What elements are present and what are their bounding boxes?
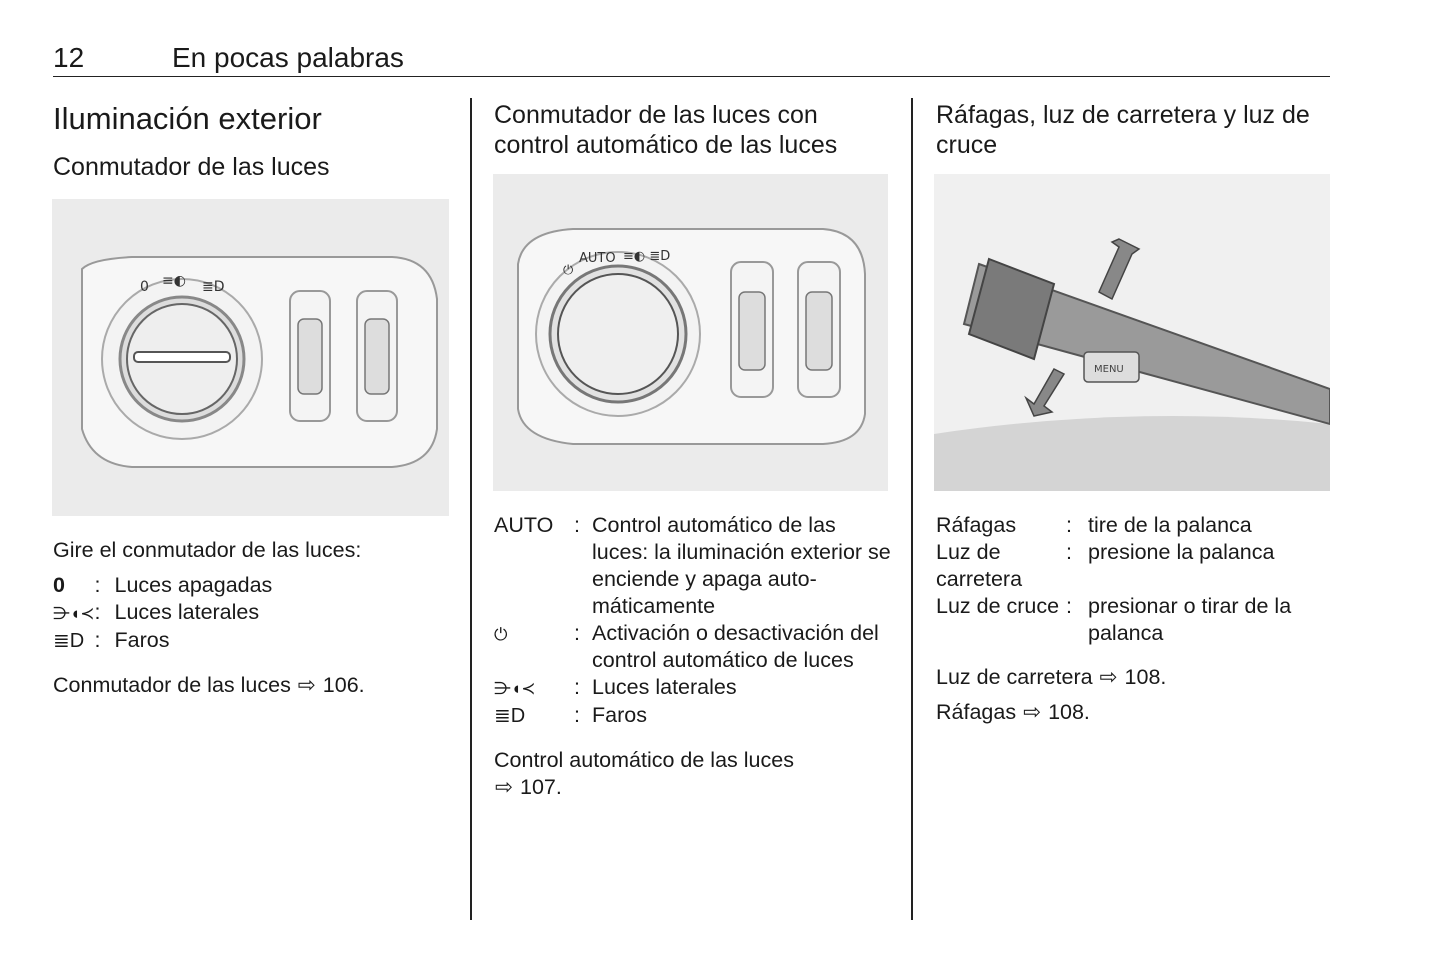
column-2	[494, 100, 894, 160]
item-desc: Control automático de las luces: la iluminación exterior se enciende y apaga automáticamente	[592, 513, 891, 618]
cross-reference[interactable]: Luz de carretera ⇨ 108.	[936, 665, 1167, 689]
stalk-function-list	[936, 512, 1328, 647]
item-term: Ráfagas	[936, 513, 1017, 537]
power-icon: ⏻	[494, 625, 508, 644]
list-item: ≣D : Faros	[494, 702, 892, 730]
list-item: 0 : Luces apagadas	[53, 573, 273, 597]
cross-reference[interactable]: Control automático de las luces ⇨ 107.	[494, 748, 794, 799]
list-item: ⋺◖≺ : Luces laterales	[494, 674, 892, 702]
section-title: En pocas palabras	[172, 42, 404, 73]
auto-light-title: Conmutador de las luces con control automático de las luces	[494, 101, 838, 159]
headlights-icon: ≣D	[494, 705, 526, 727]
headlights-icon: ≣D	[53, 630, 85, 652]
column-1	[53, 100, 453, 182]
intro-text: Gire el conmutador de las luces:	[53, 538, 362, 562]
light-position-list	[53, 572, 272, 655]
reference-arrow-icon: ⇨	[1099, 665, 1118, 689]
col2-body	[494, 512, 894, 801]
reference-arrow-icon: ⇨	[297, 673, 316, 697]
item-desc: presionar o tirar de la palanca	[1088, 594, 1292, 645]
item-desc: tire de la palanca	[1088, 513, 1252, 537]
list-item: Luz de carretera : presione la palanca	[936, 539, 1328, 593]
item-desc: Faros	[592, 703, 647, 727]
svg-text:MENU: MENU	[1094, 364, 1124, 375]
page-header	[53, 40, 1330, 77]
reference-arrow-icon: ⇨	[1023, 700, 1042, 724]
list-item: Luz de cruce : presionar o tirar de la palanca	[936, 593, 1328, 647]
stalk-title: Ráfagas, luz de carretera y luz de cruce	[936, 101, 1310, 159]
svg-text:0: 0	[140, 279, 149, 295]
side-lights-icon: ⋺◖≺	[494, 679, 536, 698]
light-switch-figure	[52, 199, 449, 516]
item-desc: Luces laterales	[592, 675, 737, 699]
svg-text:⏻: ⏻	[563, 263, 574, 278]
item-term: Luz de carretera	[936, 540, 1023, 591]
list-item: Ráfagas : tire de la palanca	[936, 512, 1328, 539]
svg-text:AUTO: AUTO	[579, 251, 616, 266]
side-lights-icon: ⋺◖≺	[53, 604, 95, 623]
off-symbol: 0	[53, 573, 65, 597]
auto-term: AUTO	[494, 513, 554, 537]
svg-text:≣D: ≣D	[202, 279, 225, 295]
column-divider-2	[911, 98, 913, 920]
item-desc: Faros	[114, 628, 170, 652]
reference-arrow-icon: ⇨	[494, 775, 513, 799]
list-item: AUTO : Control automático de las luces: la iluminación exterior se enciende y apaga automáticamente	[494, 513, 891, 618]
page-title: Iluminación exterior	[53, 101, 322, 136]
svg-text:≡◐: ≡◐	[162, 273, 186, 289]
item-desc: Activación o desactivación del control automático de luces	[592, 621, 879, 672]
list-item: ⋺◖≺ : Luces laterales	[53, 599, 272, 627]
col1-body	[53, 537, 453, 699]
cross-reference[interactable]: Conmutador de las luces ⇨ 106.	[53, 673, 365, 697]
light-stalk-figure	[934, 174, 1330, 491]
page-number: 12	[53, 42, 85, 73]
list-item: ≣D : Faros	[53, 627, 272, 655]
auto-light-switch-figure	[493, 174, 888, 491]
col3-body	[936, 512, 1336, 726]
list-item: ⏻ : Activación o desactivación del control automático de luces	[494, 620, 892, 674]
item-desc: Luces laterales	[114, 600, 260, 624]
item-term: Luz de cruce	[936, 594, 1060, 618]
column-divider-1	[470, 98, 472, 920]
subsection-title: Conmutador de las luces	[53, 153, 330, 181]
item-desc: presione la palanca	[1088, 540, 1275, 564]
svg-text:≡◐ ≣D: ≡◐ ≣D	[623, 249, 671, 264]
cross-reference[interactable]: Ráfagas ⇨ 108.	[936, 700, 1090, 724]
column-3	[936, 100, 1336, 160]
auto-light-list	[494, 512, 892, 730]
item-desc: Luces apagadas	[114, 573, 273, 597]
